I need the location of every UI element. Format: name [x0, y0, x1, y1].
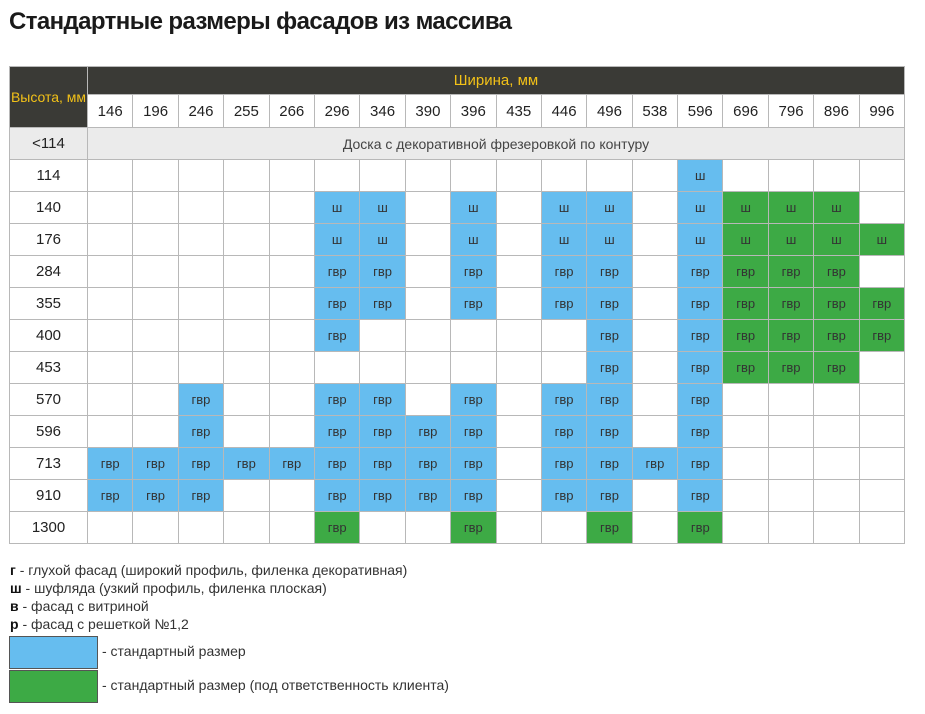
legend-item — [10, 579, 327, 597]
table-row — [10, 480, 905, 512]
size-cell — [224, 288, 269, 320]
size-cell: ш — [768, 224, 813, 256]
size-cell: гвр — [678, 384, 723, 416]
size-cell — [405, 224, 450, 256]
page-title: Стандартные размеры фасадов из массива — [9, 8, 512, 35]
width-header-cell: 346 — [360, 95, 405, 128]
size-cell: ш — [360, 224, 405, 256]
size-cell: гвр — [451, 256, 496, 288]
size-cell — [178, 256, 223, 288]
size-cell: гвр — [405, 480, 450, 512]
size-cell — [768, 448, 813, 480]
width-header-cell: 496 — [587, 95, 632, 128]
table-row — [10, 192, 905, 224]
size-cell — [632, 320, 677, 352]
width-header-cell: 696 — [723, 95, 768, 128]
size-cell — [451, 320, 496, 352]
legend-item — [10, 615, 189, 633]
size-cell — [314, 160, 359, 192]
size-cell — [859, 416, 904, 448]
size-cell: гвр — [133, 448, 178, 480]
size-cell — [496, 384, 541, 416]
size-cell — [859, 160, 904, 192]
row-height-label: 140 — [10, 192, 88, 224]
size-cell: гвр — [587, 512, 632, 544]
size-cell — [723, 160, 768, 192]
size-cell — [814, 512, 859, 544]
size-cell: гвр — [814, 288, 859, 320]
size-cell — [133, 320, 178, 352]
size-cell — [360, 160, 405, 192]
table-row — [10, 448, 905, 480]
size-cell — [632, 224, 677, 256]
size-cell: гвр — [678, 512, 723, 544]
legend-text: - глухой фасад (широкий профиль, филенка декоративная) — [15, 562, 408, 578]
size-cell — [723, 416, 768, 448]
size-cell — [224, 192, 269, 224]
width-header-cell: 596 — [678, 95, 723, 128]
size-cell: гвр — [224, 448, 269, 480]
size-cell — [224, 480, 269, 512]
size-cell — [405, 512, 450, 544]
size-cell — [269, 192, 314, 224]
size-cell — [632, 160, 677, 192]
row-height-label: 570 — [10, 384, 88, 416]
size-cell — [224, 160, 269, 192]
size-cell: гвр — [723, 352, 768, 384]
size-cell — [88, 256, 133, 288]
size-cell: гвр — [814, 320, 859, 352]
row-height-label: 355 — [10, 288, 88, 320]
special-row-note: Доска с декоративной фрезеровкой по контуру — [88, 128, 905, 160]
size-cell — [859, 448, 904, 480]
row-height-label: 453 — [10, 352, 88, 384]
legend-key: г — [10, 562, 16, 578]
size-cell: гвр — [314, 448, 359, 480]
size-cell — [133, 224, 178, 256]
size-cell: гвр — [587, 384, 632, 416]
size-cell: гвр — [360, 288, 405, 320]
table-row — [10, 416, 905, 448]
size-cell — [632, 256, 677, 288]
size-cell — [632, 352, 677, 384]
size-cell — [405, 288, 450, 320]
size-cell: ш — [541, 224, 586, 256]
size-cell — [88, 384, 133, 416]
size-cell — [269, 288, 314, 320]
width-header-cell: 255 — [224, 95, 269, 128]
size-cell — [859, 192, 904, 224]
swatch-label: - стандартный размер (под ответственность клиента) — [102, 677, 449, 693]
size-cell: гвр — [405, 448, 450, 480]
table-row — [10, 512, 905, 544]
size-cell — [269, 480, 314, 512]
size-cell: гвр — [314, 416, 359, 448]
size-cell: гвр — [587, 416, 632, 448]
size-cell: ш — [814, 192, 859, 224]
size-cell — [451, 160, 496, 192]
size-cell — [768, 416, 813, 448]
size-cell — [814, 160, 859, 192]
row-height-label: 1300 — [10, 512, 88, 544]
size-cell: гвр — [314, 256, 359, 288]
legend-item — [10, 597, 149, 615]
blue-swatch — [9, 636, 98, 669]
size-cell — [405, 256, 450, 288]
size-cell: ш — [451, 192, 496, 224]
width-column-header: Ширина, мм — [88, 67, 905, 95]
size-cell — [632, 512, 677, 544]
size-cell — [859, 352, 904, 384]
table-row — [10, 384, 905, 416]
size-cell — [768, 160, 813, 192]
size-cell — [859, 256, 904, 288]
size-cell — [587, 160, 632, 192]
legend-key: ш — [10, 580, 22, 596]
size-cell: гвр — [88, 480, 133, 512]
size-cell: гвр — [859, 320, 904, 352]
size-cell: гвр — [178, 416, 223, 448]
size-cell — [269, 512, 314, 544]
size-cell — [224, 416, 269, 448]
size-cell — [632, 288, 677, 320]
size-cell: гвр — [314, 512, 359, 544]
size-cell: гвр — [678, 416, 723, 448]
size-cell — [405, 384, 450, 416]
size-cell: гвр — [360, 416, 405, 448]
size-cell: гвр — [451, 448, 496, 480]
size-cell — [768, 384, 813, 416]
table-row — [10, 160, 905, 192]
width-header-cell: 266 — [269, 95, 314, 128]
size-cell — [133, 352, 178, 384]
width-header-cell: 246 — [178, 95, 223, 128]
size-cell — [178, 320, 223, 352]
size-cell — [88, 288, 133, 320]
size-cell — [496, 192, 541, 224]
size-cell: гвр — [723, 256, 768, 288]
size-cell: гвр — [360, 256, 405, 288]
size-cell: ш — [314, 192, 359, 224]
size-cell: ш — [678, 224, 723, 256]
size-cell: гвр — [360, 384, 405, 416]
size-cell — [632, 480, 677, 512]
size-cell — [360, 512, 405, 544]
size-cell — [496, 416, 541, 448]
size-cell: гвр — [723, 288, 768, 320]
size-cell — [88, 512, 133, 544]
size-cell: гвр — [587, 256, 632, 288]
size-cell: гвр — [587, 448, 632, 480]
size-cell: гвр — [723, 320, 768, 352]
size-cell — [814, 416, 859, 448]
size-cell: ш — [541, 192, 586, 224]
size-cell — [814, 480, 859, 512]
size-cell — [224, 320, 269, 352]
size-cell — [814, 448, 859, 480]
size-cell: гвр — [451, 384, 496, 416]
width-header-cell: 390 — [405, 95, 450, 128]
size-cell: гвр — [768, 256, 813, 288]
size-cell: гвр — [541, 256, 586, 288]
size-cell: гвр — [678, 352, 723, 384]
size-cell: гвр — [541, 288, 586, 320]
table-row — [10, 352, 905, 384]
size-cell: гвр — [541, 384, 586, 416]
size-cell — [496, 224, 541, 256]
width-header-cell: 796 — [768, 95, 813, 128]
size-cell — [178, 192, 223, 224]
size-cell: гвр — [678, 480, 723, 512]
size-cell: гвр — [587, 320, 632, 352]
size-cell: гвр — [451, 480, 496, 512]
legend-key: р — [10, 616, 19, 632]
size-cell — [859, 512, 904, 544]
size-cell — [632, 192, 677, 224]
row-height-label: 284 — [10, 256, 88, 288]
size-cell — [269, 224, 314, 256]
size-cell: гвр — [678, 288, 723, 320]
size-cell — [224, 384, 269, 416]
width-header-cell: 896 — [814, 95, 859, 128]
size-cell: гвр — [451, 288, 496, 320]
size-cell: гвр — [133, 480, 178, 512]
size-cell: гвр — [360, 480, 405, 512]
size-cell — [405, 320, 450, 352]
swatch-label: - стандартный размер — [102, 643, 246, 659]
size-cell — [269, 352, 314, 384]
size-cell: гвр — [178, 480, 223, 512]
size-cell — [405, 160, 450, 192]
size-cell: гвр — [587, 480, 632, 512]
row-height-label: 400 — [10, 320, 88, 352]
size-cell: гвр — [678, 256, 723, 288]
size-cell — [723, 384, 768, 416]
table-row — [10, 224, 905, 256]
row-height-label: <114 — [10, 128, 88, 160]
width-header-cell: 446 — [541, 95, 586, 128]
size-cell: гвр — [451, 512, 496, 544]
size-cell: гвр — [678, 320, 723, 352]
size-cell: гвр — [587, 288, 632, 320]
size-cell: ш — [587, 224, 632, 256]
size-cell — [360, 352, 405, 384]
size-cell — [496, 352, 541, 384]
size-cell: гвр — [314, 384, 359, 416]
size-cell — [133, 256, 178, 288]
size-cell — [859, 384, 904, 416]
size-cell: гвр — [541, 448, 586, 480]
size-cell: гвр — [541, 416, 586, 448]
legend-key: в — [10, 598, 19, 614]
size-cell: ш — [587, 192, 632, 224]
size-cell: гвр — [178, 448, 223, 480]
size-cell: гвр — [768, 288, 813, 320]
size-cell — [133, 416, 178, 448]
width-header-cell: 396 — [451, 95, 496, 128]
size-cell — [496, 512, 541, 544]
size-cell — [723, 448, 768, 480]
size-cell: гвр — [405, 416, 450, 448]
size-cell — [178, 224, 223, 256]
legend-text: - фасад с витриной — [18, 598, 149, 614]
size-cell: гвр — [768, 352, 813, 384]
table-row — [10, 288, 905, 320]
row-height-label: 176 — [10, 224, 88, 256]
size-cell: гвр — [314, 288, 359, 320]
size-cell — [88, 320, 133, 352]
size-cell — [496, 256, 541, 288]
row-height-label: 114 — [10, 160, 88, 192]
size-cell: ш — [814, 224, 859, 256]
size-cell — [88, 192, 133, 224]
size-cell — [496, 448, 541, 480]
size-cell — [496, 288, 541, 320]
table-row — [10, 320, 905, 352]
size-cell — [496, 320, 541, 352]
size-cell: гвр — [178, 384, 223, 416]
size-cell — [269, 416, 314, 448]
size-cell — [178, 288, 223, 320]
size-cell: ш — [768, 192, 813, 224]
size-cell: гвр — [451, 416, 496, 448]
size-cell — [269, 384, 314, 416]
size-cell — [88, 160, 133, 192]
size-cell: ш — [859, 224, 904, 256]
size-cell: гвр — [587, 352, 632, 384]
row-height-label: 713 — [10, 448, 88, 480]
table-row — [10, 256, 905, 288]
size-cell: гвр — [859, 288, 904, 320]
row-height-label: 910 — [10, 480, 88, 512]
width-header-cell: 538 — [632, 95, 677, 128]
sizes-table — [9, 66, 905, 544]
size-cell — [768, 480, 813, 512]
size-cell: гвр — [314, 320, 359, 352]
size-cell: ш — [678, 160, 723, 192]
size-cell — [541, 352, 586, 384]
size-cell — [269, 160, 314, 192]
size-cell: гвр — [360, 448, 405, 480]
size-cell — [451, 352, 496, 384]
size-cell: гвр — [632, 448, 677, 480]
size-cell — [88, 224, 133, 256]
legend-item — [10, 561, 407, 579]
row-height-label: 596 — [10, 416, 88, 448]
size-cell — [405, 352, 450, 384]
size-cell — [224, 352, 269, 384]
width-header-cell: 996 — [859, 95, 904, 128]
size-cell — [133, 288, 178, 320]
size-cell — [133, 384, 178, 416]
size-cell — [405, 192, 450, 224]
special-row — [10, 128, 905, 160]
width-header-cell: 435 — [496, 95, 541, 128]
size-cell — [224, 224, 269, 256]
size-cell — [768, 512, 813, 544]
size-cell — [814, 384, 859, 416]
size-cell — [133, 192, 178, 224]
size-cell — [496, 480, 541, 512]
size-cell: ш — [314, 224, 359, 256]
size-cell — [541, 512, 586, 544]
size-cell — [723, 512, 768, 544]
size-cell — [224, 256, 269, 288]
height-column-header: Высота, мм — [10, 67, 88, 128]
width-header-cell: 146 — [88, 95, 133, 128]
size-cell: гвр — [88, 448, 133, 480]
legend-text: - шуфляда (узкий профиль, филенка плоская) — [21, 580, 327, 596]
size-cell — [496, 160, 541, 192]
size-cell: гвр — [269, 448, 314, 480]
size-cell — [632, 416, 677, 448]
size-cell — [723, 480, 768, 512]
size-cell — [541, 320, 586, 352]
size-cell — [632, 384, 677, 416]
size-cell: ш — [678, 192, 723, 224]
size-cell — [88, 352, 133, 384]
size-cell: ш — [723, 224, 768, 256]
green-swatch — [9, 670, 98, 703]
size-cell — [541, 160, 586, 192]
size-cell: гвр — [678, 448, 723, 480]
size-cell — [314, 352, 359, 384]
size-cell: гвр — [814, 352, 859, 384]
size-cell — [269, 256, 314, 288]
size-cell — [178, 352, 223, 384]
size-cell: гвр — [314, 480, 359, 512]
size-cell — [133, 160, 178, 192]
width-header-cell: 196 — [133, 95, 178, 128]
size-cell — [859, 480, 904, 512]
size-cell — [88, 416, 133, 448]
legend-text: - фасад с решеткой №1,2 — [18, 616, 189, 632]
size-cell: ш — [360, 192, 405, 224]
size-cell: гвр — [541, 480, 586, 512]
size-cell — [360, 320, 405, 352]
size-cell — [178, 160, 223, 192]
size-cell: ш — [723, 192, 768, 224]
size-cell: ш — [451, 224, 496, 256]
size-cell: гвр — [768, 320, 813, 352]
size-cell — [178, 512, 223, 544]
width-header-cell: 296 — [314, 95, 359, 128]
size-cell — [133, 512, 178, 544]
size-cell — [269, 320, 314, 352]
size-cell: гвр — [814, 256, 859, 288]
width-header-row — [10, 95, 905, 128]
size-cell — [224, 512, 269, 544]
